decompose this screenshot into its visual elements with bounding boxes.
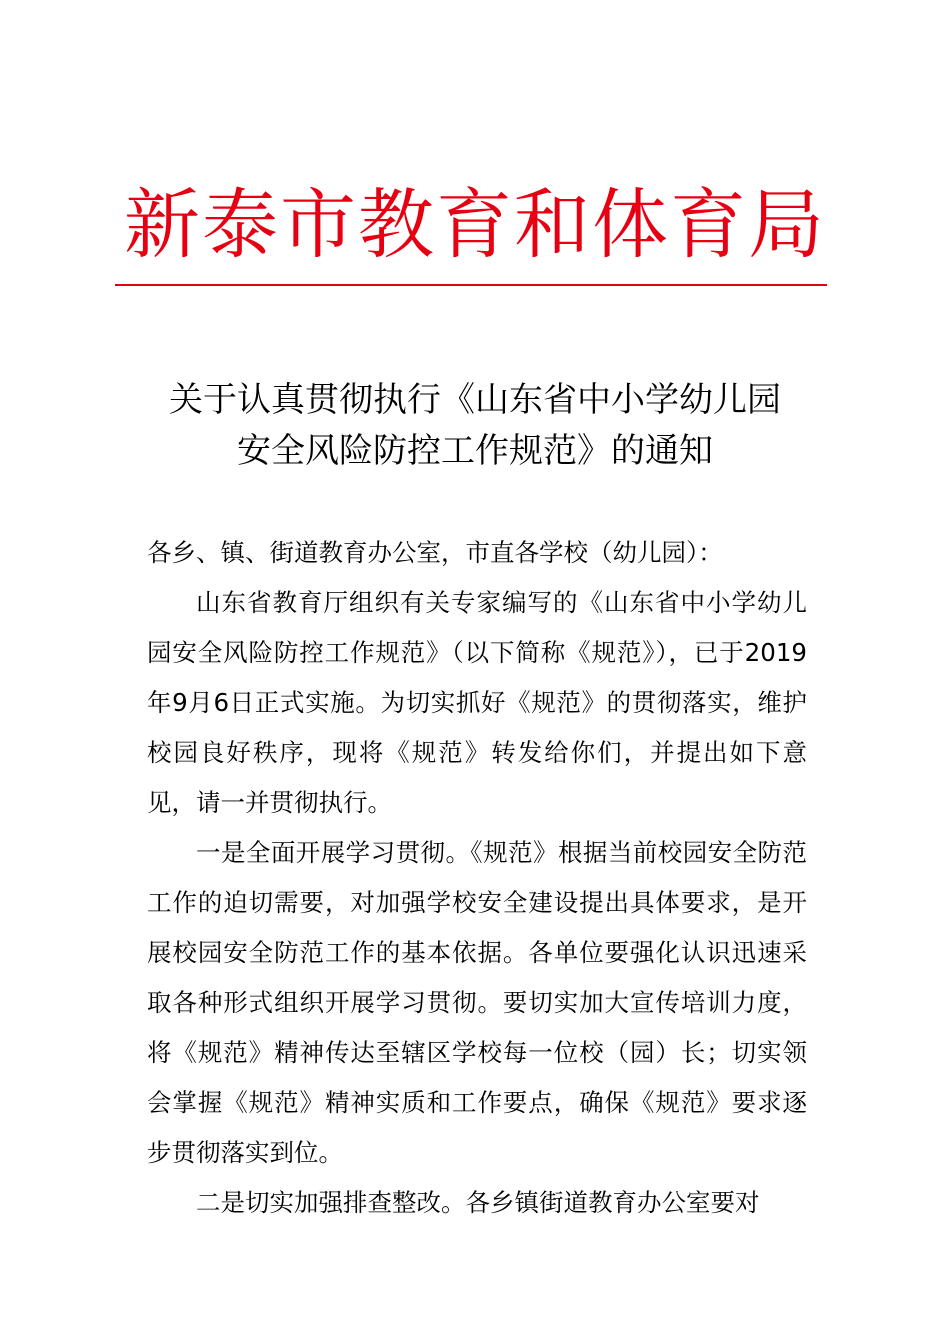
red-divider-line	[115, 284, 827, 286]
issuing-organization-header: 新泰市教育和体育局	[124, 180, 826, 269]
body-paragraph-2: 一是全面开展学习贯彻。《规范》根据当前校园安全防范工作的迫切需要，对加强学校安全建设提出具体要求，是开展校园安全防范工作的基本依据。各单位要强化认识迅速采取各种形式组织开展学习贯彻。要切实加大宣传培训力度，将《规范》精神传达至辖区学校每一位校（园）长；切实领会掌握《规范》精神实质和工作要点，确保《规范》要求逐步贯彻落实到位。	[147, 838, 807, 1167]
document-title	[0, 375, 950, 477]
document-title-line-2: 安全风险防控工作规范》的通知	[237, 431, 713, 471]
document-body	[147, 528, 807, 1228]
document-title-line-1: 关于认真贯彻执行《山东省中小学幼儿园	[169, 380, 781, 420]
body-paragraph-3: 二是切实加强排查整改。各乡镇街道教育办公室要对	[196, 1188, 760, 1217]
salutation: 各乡、镇、街道教育办公室，市直各学校（幼儿园）：	[147, 538, 723, 567]
body-paragraph-1: 山东省教育厅组织有关专家编写的《山东省中小学幼儿园安全风险防控工作规范》（以下简称《规范》），已于2019年9月6日正式实施。为切实抓好《规范》的贯彻落实，维护校园良好秩序，现将《规范》转发给你们，并提出如下意见，请一并贯彻执行。	[147, 588, 807, 817]
